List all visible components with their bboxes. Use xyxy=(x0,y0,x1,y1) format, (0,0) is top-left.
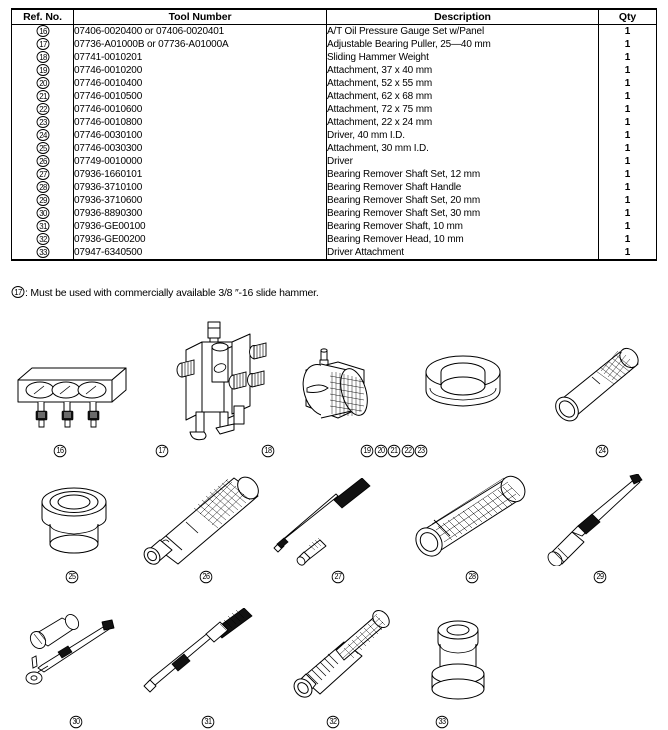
cell-qty: 1 xyxy=(599,181,657,194)
ref-circle: 28 xyxy=(36,181,49,193)
cell-qty: 1 xyxy=(599,207,657,220)
figure-bearing-remover-shaft-set-12mm xyxy=(272,478,382,568)
cell-tool-number: 07749-0010000 xyxy=(74,155,327,168)
cell-description: Bearing Remover Shaft Handle xyxy=(327,181,599,194)
figure-bearing-remover-shaft-10mm xyxy=(140,608,260,698)
cell-qty: 1 xyxy=(599,90,657,103)
table-row xyxy=(12,168,657,181)
table-row xyxy=(12,25,657,39)
figure-caption-24 xyxy=(582,440,622,458)
ref-circle: 25 xyxy=(36,142,49,154)
column-header-ref-no: Ref. No. xyxy=(12,9,74,25)
cell-tool-number: 07746-0010800 xyxy=(74,116,327,129)
footnote-text: : Must be used with commercially available 3/8 ″-16 slide hammer. xyxy=(25,287,319,299)
cell-description: A/T Oil Pressure Gauge Set w/Panel xyxy=(327,25,599,39)
cell-qty: 1 xyxy=(599,220,657,233)
special-tools-table-container xyxy=(11,8,656,261)
cell-ref-no xyxy=(12,38,74,51)
figure-caption-32 xyxy=(313,711,353,729)
cell-description: Bearing Remover Shaft Set, 12 mm xyxy=(327,168,599,181)
cell-tool-number: 07746-0030100 xyxy=(74,129,327,142)
cell-qty: 1 xyxy=(599,25,657,39)
figure-sliding-hammer-weight xyxy=(298,348,378,440)
ref-circle-20: 20 xyxy=(374,445,387,458)
cell-description: Attachment, 30 mm I.D. xyxy=(327,142,599,155)
figure-caption-16 xyxy=(40,440,80,458)
cell-ref-no xyxy=(12,142,74,155)
figure-caption-18 xyxy=(248,440,288,458)
cell-qty: 1 xyxy=(599,77,657,90)
cell-description: Attachment, 37 x 40 mm xyxy=(327,64,599,77)
cell-tool-number: 07936-8890300 xyxy=(74,207,327,220)
figure-attachment-30mm-id xyxy=(34,480,114,570)
figure-bearing-remover-head-10mm xyxy=(282,608,392,700)
cell-description: Sliding Hammer Weight xyxy=(327,51,599,64)
cell-ref-no xyxy=(12,168,74,181)
cell-description: Driver xyxy=(327,155,599,168)
table-row xyxy=(12,233,657,246)
ref-circle: 30 xyxy=(36,207,49,219)
cell-qty: 1 xyxy=(599,142,657,155)
ref-circle-18: 18 xyxy=(262,445,275,458)
ref-circle: 29 xyxy=(36,194,49,206)
figure-bearing-remover-shaft-set-20mm xyxy=(538,474,648,566)
cell-ref-no xyxy=(12,220,74,233)
table-row xyxy=(12,194,657,207)
figure-bearing-remover-shaft-handle xyxy=(408,474,528,566)
table-row xyxy=(12,116,657,129)
cell-description: Driver, 40 mm I.D. xyxy=(327,129,599,142)
table-row xyxy=(12,51,657,64)
ref-circle-23: 23 xyxy=(415,445,428,458)
cell-tool-number: 07406-0020400 or 07406-0020401 xyxy=(74,25,327,39)
table-row xyxy=(12,90,657,103)
cell-ref-no xyxy=(12,129,74,142)
table-row xyxy=(12,207,657,220)
table-body xyxy=(12,25,657,261)
figure-caption-31 xyxy=(188,711,228,729)
cell-description: Bearing Remover Shaft Set, 30 mm xyxy=(327,207,599,220)
cell-ref-no xyxy=(12,246,74,260)
cell-qty: 1 xyxy=(599,64,657,77)
ref-circle: 26 xyxy=(36,155,49,167)
cell-ref-no xyxy=(12,90,74,103)
figure-at-oil-pressure-gauge-set-panel xyxy=(14,350,134,440)
table-row xyxy=(12,220,657,233)
figure-driver-40mm-id xyxy=(548,346,648,430)
cell-ref-no xyxy=(12,233,74,246)
cell-description: Adjustable Bearing Puller, 25—40 mm xyxy=(327,38,599,51)
table-row xyxy=(12,155,657,168)
cell-tool-number: 07746-0010500 xyxy=(74,90,327,103)
ref-circle-26: 26 xyxy=(200,571,213,584)
ref-circle-21: 21 xyxy=(388,445,401,458)
figure-caption-27 xyxy=(318,566,358,584)
cell-description: Attachment, 62 x 68 mm xyxy=(327,90,599,103)
cell-ref-no xyxy=(12,51,74,64)
ref-circle-24: 24 xyxy=(596,445,609,458)
figure-caption-29 xyxy=(580,566,620,584)
table-row xyxy=(12,64,657,77)
ref-circle: 20 xyxy=(36,77,49,89)
cell-qty: 1 xyxy=(599,246,657,260)
cell-ref-no xyxy=(12,207,74,220)
ref-circle: 33 xyxy=(36,246,49,258)
table-row xyxy=(12,181,657,194)
table-row xyxy=(12,103,657,116)
figure-caption-33 xyxy=(422,711,462,729)
cell-description: Bearing Remover Shaft Set, 20 mm xyxy=(327,194,599,207)
cell-tool-number: 07936-GE00200 xyxy=(74,233,327,246)
ref-circle: 17 xyxy=(36,38,49,50)
figure-caption-25 xyxy=(52,566,92,584)
cell-tool-number: 07746-0010400 xyxy=(74,77,327,90)
table-row xyxy=(12,77,657,90)
cell-tool-number: 07736-A01000B or 07736-A01000A xyxy=(74,38,327,51)
ref-circle-25: 25 xyxy=(66,571,79,584)
cell-tool-number: 07936-1660101 xyxy=(74,168,327,181)
cell-qty: 1 xyxy=(599,38,657,51)
illustrations-panel xyxy=(0,310,668,730)
column-header-tool-number: Tool Number xyxy=(74,9,327,25)
footnote-ref-circle: 17 xyxy=(12,286,25,298)
ref-circle-30: 30 xyxy=(70,716,83,729)
table-row xyxy=(12,142,657,155)
cell-qty: 1 xyxy=(599,194,657,207)
cell-qty: 1 xyxy=(599,51,657,64)
cell-description: Bearing Remover Head, 10 mm xyxy=(327,233,599,246)
ref-circle-27: 27 xyxy=(332,571,345,584)
cell-description: Bearing Remover Shaft, 10 mm xyxy=(327,220,599,233)
cell-description: Attachment, 22 x 24 mm xyxy=(327,116,599,129)
cell-ref-no xyxy=(12,116,74,129)
cell-qty: 1 xyxy=(599,168,657,181)
figure-bearing-remover-shaft-set-30mm xyxy=(16,610,136,700)
ref-circle-22: 22 xyxy=(401,445,414,458)
figure-caption-28 xyxy=(452,566,492,584)
special-tools-table xyxy=(11,8,657,261)
cell-qty: 1 xyxy=(599,233,657,246)
cell-ref-no xyxy=(12,77,74,90)
ref-circle-19: 19 xyxy=(361,445,374,458)
ref-circle: 27 xyxy=(36,168,49,180)
table-row xyxy=(12,246,657,260)
figure-driver-attachment xyxy=(418,612,498,704)
ref-circle-29: 29 xyxy=(594,571,607,584)
cell-qty: 1 xyxy=(599,155,657,168)
cell-description: Attachment, 72 x 75 mm xyxy=(327,103,599,116)
cell-ref-no xyxy=(12,194,74,207)
figure-caption-19-23 xyxy=(360,440,425,458)
figure-caption-30 xyxy=(56,711,96,729)
table-row xyxy=(12,129,657,142)
cell-tool-number: 07936-GE00100 xyxy=(74,220,327,233)
figure-adjustable-bearing-puller xyxy=(172,320,282,445)
ref-circle-17: 17 xyxy=(156,445,169,458)
table-header xyxy=(12,9,657,25)
ref-circle-32: 32 xyxy=(327,716,340,729)
cell-tool-number: 07936-3710600 xyxy=(74,194,327,207)
cell-tool-number: 07936-3710100 xyxy=(74,181,327,194)
cell-tool-number: 07746-0010600 xyxy=(74,103,327,116)
cell-tool-number: 07746-0010200 xyxy=(74,64,327,77)
ref-circle-33: 33 xyxy=(436,716,449,729)
ref-circle: 32 xyxy=(36,233,49,245)
ref-circle-31: 31 xyxy=(202,716,215,729)
figure-attachment-ring xyxy=(418,348,508,428)
footnote xyxy=(11,286,319,299)
ref-circle: 24 xyxy=(36,129,49,141)
column-header-description: Description xyxy=(327,9,599,25)
cell-ref-no xyxy=(12,155,74,168)
ref-circle: 19 xyxy=(36,64,49,76)
figure-driver xyxy=(138,470,268,570)
cell-ref-no xyxy=(12,181,74,194)
table-header-row xyxy=(12,9,657,25)
ref-circle: 22 xyxy=(36,103,49,115)
ref-circle-28: 28 xyxy=(466,571,479,584)
cell-tool-number: 07947-6340500 xyxy=(74,246,327,260)
cell-qty: 1 xyxy=(599,116,657,129)
cell-ref-no xyxy=(12,64,74,77)
cell-ref-no xyxy=(12,25,74,39)
cell-ref-no xyxy=(12,103,74,116)
column-header-qty: Qty xyxy=(599,9,657,25)
ref-circle: 16 xyxy=(36,25,49,37)
ref-circle: 21 xyxy=(36,90,49,102)
cell-tool-number: 07746-0030300 xyxy=(74,142,327,155)
ref-circle-16: 16 xyxy=(54,445,67,458)
ref-circle: 23 xyxy=(36,116,49,128)
cell-description: Attachment, 52 x 55 mm xyxy=(327,77,599,90)
cell-qty: 1 xyxy=(599,103,657,116)
ref-circle: 18 xyxy=(36,51,49,63)
cell-description: Driver Attachment xyxy=(327,246,599,260)
figure-caption-17 xyxy=(142,440,182,458)
figure-caption-26 xyxy=(186,566,226,584)
table-row xyxy=(12,38,657,51)
cell-tool-number: 07741-0010201 xyxy=(74,51,327,64)
cell-qty: 1 xyxy=(599,129,657,142)
ref-circle: 31 xyxy=(36,220,49,232)
